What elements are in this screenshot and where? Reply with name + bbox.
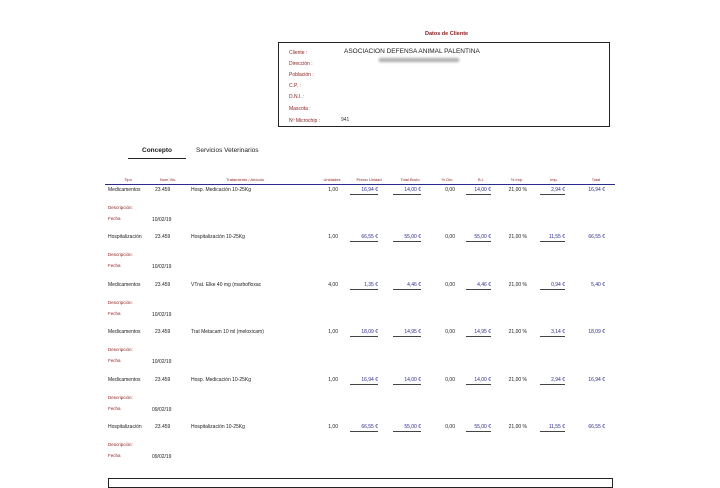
- header-imp: Imp.: [550, 177, 558, 182]
- cell-dto: 0,00: [445, 234, 455, 240]
- cell-num: 23.459: [155, 187, 171, 193]
- cell-pimp: 21,00 %: [508, 329, 527, 335]
- header-bi: B.I.: [477, 177, 484, 182]
- cell-bi: 14,00 €: [466, 187, 491, 195]
- cell-precio: 66,55 €: [350, 234, 378, 242]
- cell-dto: 0,00: [445, 424, 455, 430]
- date-value: 10/02/19: [152, 312, 172, 318]
- cell-bi: 55,00 €: [466, 424, 491, 432]
- cell-tipo: Medicamentos: [108, 377, 141, 383]
- tab-underline: [128, 158, 186, 159]
- cell-imp: 11,55 €: [540, 234, 565, 242]
- header-tratamiento: Tratamiento / Artículo: [226, 177, 264, 182]
- cell-bi: 14,95 €: [466, 329, 491, 337]
- cell-bruto: 55,00 €: [393, 424, 421, 432]
- cell-imp: 2,94 €: [540, 187, 565, 195]
- cell-imp: 0,94 €: [540, 282, 565, 290]
- date-label: Fecha: [108, 311, 121, 316]
- cell-pimp: 21,00 %: [508, 187, 527, 193]
- cell-precio: 16,94 €: [350, 187, 378, 195]
- cell-bruto: 14,95 €: [393, 329, 421, 337]
- cell-dto: 0,00: [445, 377, 455, 383]
- cell-imp: 3,14 €: [540, 329, 565, 337]
- cell-precio: 66,55 €: [350, 424, 378, 432]
- cell-total: 66,55 €: [588, 424, 605, 430]
- cell-articulo: Hosp. Medicación 10-25Kg: [191, 187, 252, 193]
- cell-bi: 4,46 €: [466, 282, 491, 290]
- cell-pimp: 21,00 %: [508, 377, 527, 383]
- cell-articulo: Hosp. Medicación 10-25Kg: [191, 377, 252, 383]
- microchip-value: 941: [341, 117, 350, 123]
- cell-unidades: 1,00: [328, 234, 338, 240]
- cell-total: 16,94 €: [588, 187, 605, 193]
- cell-num: 23.459: [155, 234, 171, 240]
- cell-unidades: 1,00: [328, 377, 338, 383]
- cell-articulo: Hospitalización 10-25Kg: [191, 424, 245, 430]
- date-value: 09/02/19: [152, 454, 172, 460]
- description-label: Descripción:: [108, 252, 133, 257]
- label-cp: C.P. :: [289, 83, 301, 89]
- label-dni: D.N.I. :: [289, 94, 305, 100]
- cell-dto: 0,00: [445, 187, 455, 193]
- cell-pimp: 21,00 %: [508, 234, 527, 240]
- date-value: 10/02/19: [152, 359, 172, 365]
- description-label: Descripción:: [108, 395, 133, 400]
- cell-bruto: 14,00 €: [393, 377, 421, 385]
- cell-bi: 14,00 €: [466, 377, 491, 385]
- cell-dto: 0,00: [445, 282, 455, 288]
- cell-tipo: Hospitalización: [108, 424, 142, 430]
- header-num-vis: Num Vis.: [159, 177, 177, 182]
- cell-tipo: Medicamentos: [108, 282, 141, 288]
- cell-precio: 18,09 €: [350, 329, 378, 337]
- cell-tipo: Medicamentos: [108, 187, 141, 193]
- cell-total: 5,40 €: [591, 282, 605, 288]
- label-microchip: Nº Microchip :: [289, 118, 320, 124]
- header-pimp: % Imp.: [510, 177, 524, 182]
- cell-total: 16,94 €: [588, 377, 605, 383]
- header-bruto: Total Bruto: [400, 177, 420, 182]
- label-cliente: Cliente :: [289, 50, 308, 56]
- header-divider: [105, 184, 615, 185]
- cell-tipo: Medicamentos: [108, 329, 141, 335]
- date-value: 10/02/19: [152, 264, 172, 270]
- cell-unidades: 1,00: [328, 187, 338, 193]
- client-section-title: Datos de Cliente: [425, 31, 469, 37]
- description-label: Descripción:: [108, 442, 133, 447]
- cell-imp: 11,55 €: [540, 424, 565, 432]
- cell-num: 23.459: [155, 282, 171, 288]
- description-label: Descripción:: [108, 300, 133, 305]
- redaction-smudge: [379, 58, 459, 62]
- header-tipo: Tipo: [124, 177, 132, 182]
- date-label: Fecha: [108, 358, 121, 363]
- cell-articulo: Trat Metacam 10 ml (meloxicam): [191, 329, 264, 335]
- date-value: 09/02/19: [152, 407, 172, 413]
- date-label: Fecha: [108, 216, 121, 221]
- cell-bruto: 14,00 €: [393, 187, 421, 195]
- cell-articulo: Hospitalización 10-25Kg: [191, 234, 245, 240]
- cell-articulo: VTrat. Elke 40 mg (marbofloxac: [191, 282, 262, 288]
- tab-concepto[interactable]: Concepto: [142, 147, 172, 154]
- label-mascota: Mascota :: [289, 106, 311, 112]
- cell-num: 23.459: [155, 377, 171, 383]
- header-precio: Precio Unidad: [356, 177, 382, 182]
- cell-unidades: 1,00: [328, 329, 338, 335]
- cell-imp: 2,94 €: [540, 377, 565, 385]
- cell-precio: 16,94 €: [350, 377, 378, 385]
- label-direccion: Dirección :: [289, 61, 313, 67]
- cell-precio: 1,35 €: [350, 282, 378, 290]
- client-info-box: [278, 42, 610, 127]
- tab-servicios-veterinarios[interactable]: Servicios Veterinarios: [196, 147, 259, 154]
- cell-pimp: 21,00 %: [508, 282, 527, 288]
- cell-total: 18,09 €: [588, 329, 605, 335]
- date-label: Fecha: [108, 453, 121, 458]
- cell-tipo: Hospitalización: [108, 234, 142, 240]
- cell-unidades: 1,00: [328, 424, 338, 430]
- date-label: Fecha: [108, 406, 121, 411]
- cell-bi: 55,00 €: [466, 234, 491, 242]
- header-unidades: Unidades: [323, 177, 341, 182]
- header-total: Total: [591, 177, 601, 182]
- cell-bruto: 55,00 €: [393, 234, 421, 242]
- cell-dto: 0,00: [445, 329, 455, 335]
- description-label: Descripción:: [108, 347, 133, 352]
- cell-pimp: 21,00 %: [508, 424, 527, 430]
- date-label: Fecha: [108, 263, 121, 268]
- cell-num: 23.459: [155, 329, 171, 335]
- cell-bruto: 4,46 €: [393, 282, 421, 290]
- header-dto: % Dto: [441, 177, 453, 182]
- cell-total: 66,55 €: [588, 234, 605, 240]
- client-name: ASOCIACION DEFENSA ANIMAL PALENTINA: [344, 48, 480, 55]
- cell-unidades: 4,00: [328, 282, 338, 288]
- cell-num: 23.459: [155, 424, 171, 430]
- description-label: Descripción:: [108, 205, 133, 210]
- label-poblacion: Población :: [289, 72, 314, 78]
- date-value: 10/02/19: [152, 217, 172, 223]
